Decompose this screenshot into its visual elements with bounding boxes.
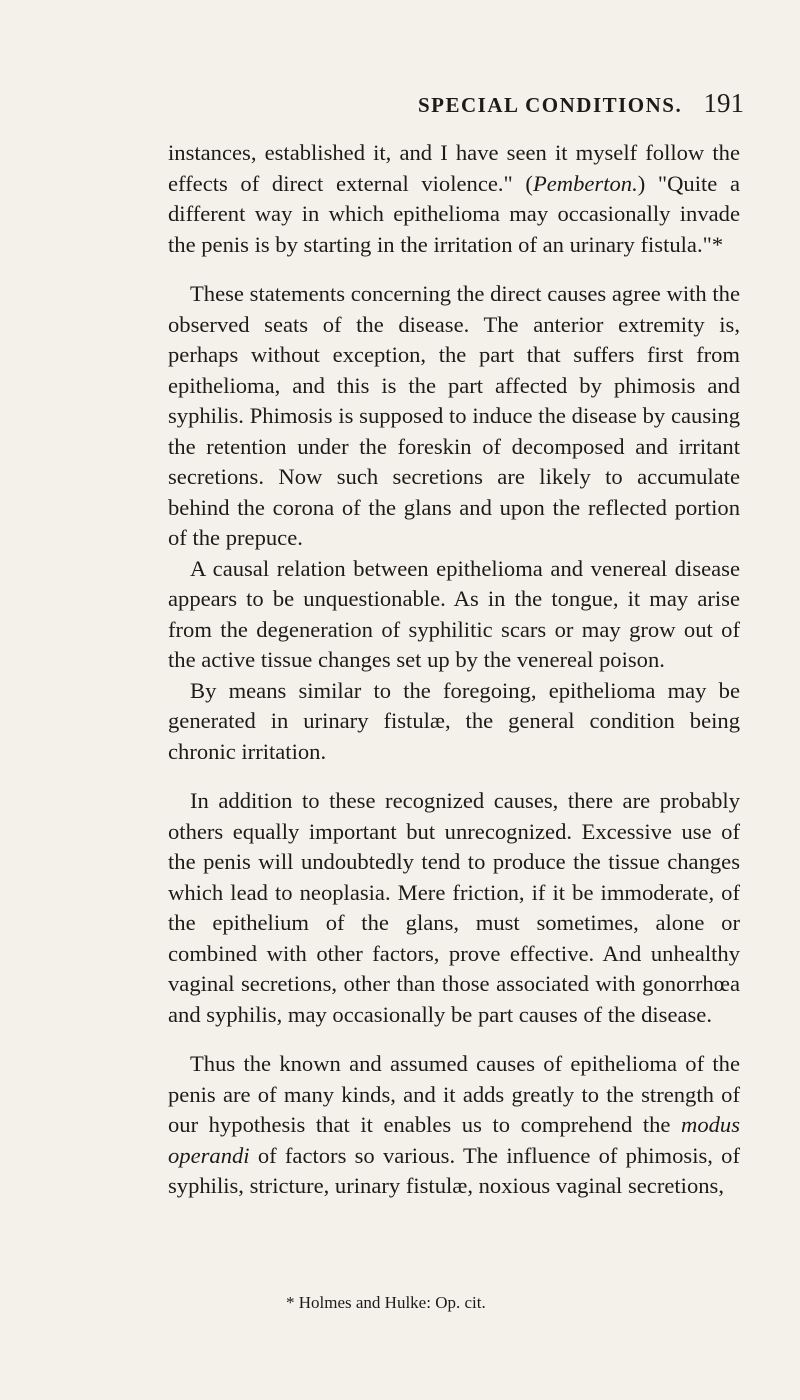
paragraph-6-latin: modus operandi [168,1112,740,1168]
paragraph-6 [168,1049,740,1202]
body-text [168,138,740,1202]
paragraph-1 [168,138,740,260]
paragraph-1-citation: Pemberton. [532,170,638,196]
paragraph-6-text-b: of factors so various. The influence of phimosis, of syphilis, stricture, urinary fistulæ, noxious vaginal secretions, [168,1142,740,1198]
page-header [418,88,744,119]
paragraph-4: By means similar to the foregoing, epithelioma may be generated in urinary fistulæ, the general condition being chronic irritation. [168,677,740,764]
paragraph-3: A causal relation between epithelioma and venereal disease appears to be unquestionable. As in the tongue, it may arise from the degeneration of syphilitic scars or may grow out of the active tissue changes set up by the venereal poison. [168,555,740,672]
paragraph-6-text-a: Thus the known and assumed causes of epithelioma of the penis are of many kinds, and it adds greatly to the strength of our hypothesis that it enables us to comprehend the [168,1051,740,1137]
paragraph-1-text-a: instances, established it, and I have seen it myself follow the effects of direct external violence." ( [168,140,740,196]
paragraph-1-text-b: ) "Quite a different way in which epithelioma may occasionally invade the penis is by starting in the irritation of an urinary fistula."* [168,170,740,257]
page-number: 191 [703,88,744,118]
paragraph-2: These statements concerning the direct causes agree with the observed seats of the disease. The anterior extremity is, perhaps without exception, the part that suffers first from epithelioma, and this is the part affected by phimosis and syphilis. Phimosis is supposed to induce the disease by causing the retention under the foreskin of decomposed and irritant secretions. Now such secretions are likely to accumulate behind the corona of the glans and upon the reflected portion of the prepuce. [168,281,740,550]
running-head: SPECIAL CONDITIONS. [418,93,683,117]
paragraph-5: In addition to these recognized causes, there are probably others equally important but unrecognized. Excessive use of the penis will undoubtedly tend to produce the tissue changes which lead to neoplasia. Mere friction, if it be immoderate, of the epithelium of the glans, must sometimes, alone or combined with other factors, prove effective. And unhealthy vaginal secretions, other than those associated with gonorrhœa and syphilis, may occasionally be part causes of the disease. [168,788,740,1027]
footnote: * Holmes and Hulke: Op. cit. [286,1293,486,1312]
